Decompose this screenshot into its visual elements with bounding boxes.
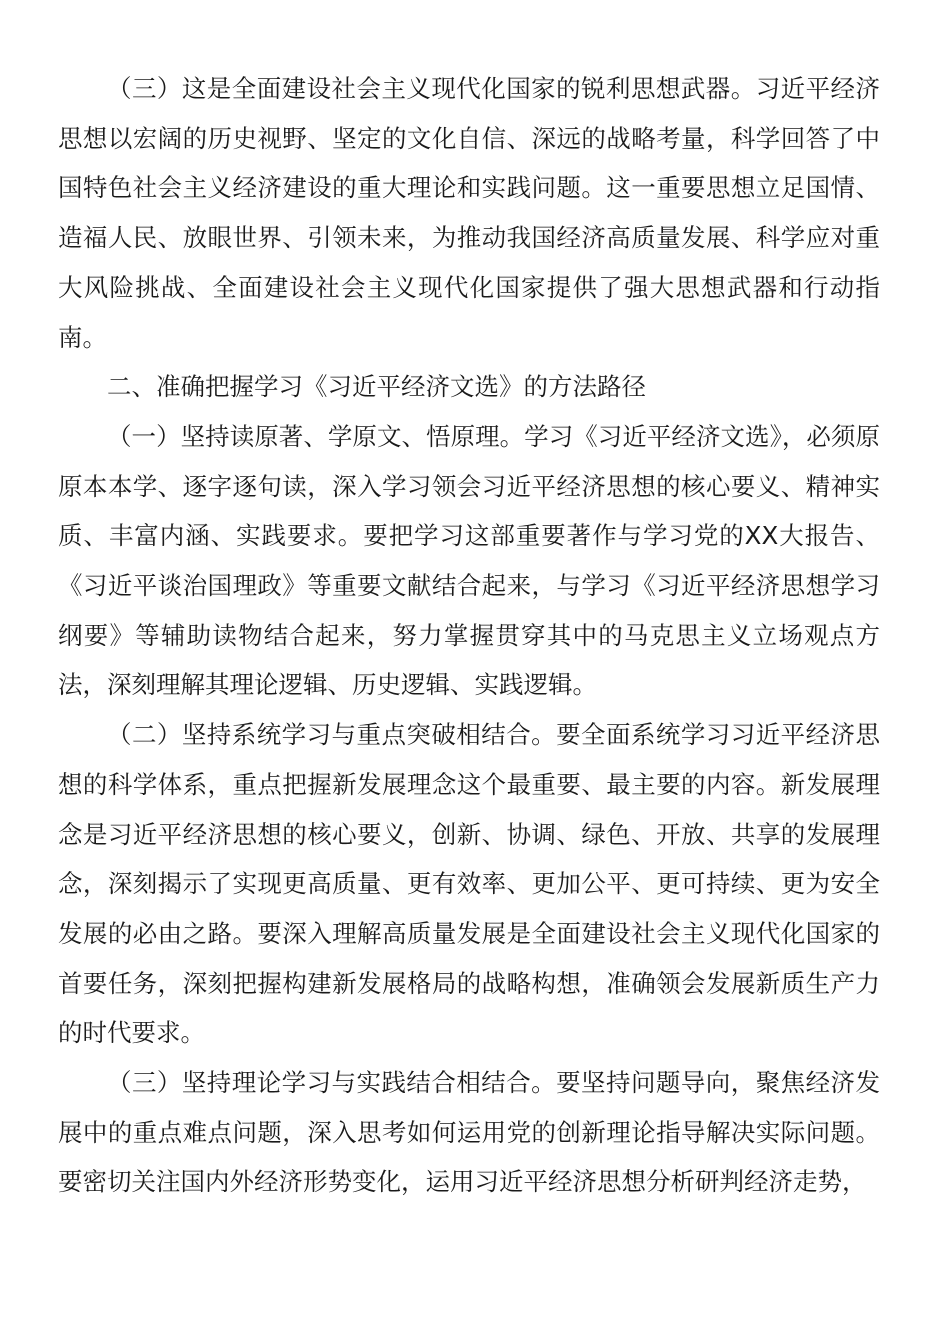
- paragraph-systematic-study: （二）坚持系统学习与重点突破相结合。要全面系统学习习近平经济思想的科学体系，重点把握新发展理念这个最重要、最主要的内容。新发展理念是习近平经济思想的核心要义，创新、协调、绿色、开放、共享的发展理念，深刻揭示了实现更高质量、更有效率、更加公平、更可持续、更为安全发展的必由之路。要深入理解高质量发展是全面建设社会主义现代化国家的首要任务，深刻把握构建新发展格局的战略构想，准确领会发展新质生产力的时代要求。: [58, 720, 880, 1048]
- paragraph-weapon: （三）这是全面建设社会主义现代化国家的锐利思想武器。习近平经济思想以宏阔的历史视野、坚定的文化自信、深远的战略考量，科学回答了中国特色社会主义经济建设的重大理论和实践问题。这一重要思想立足国情、造福人民、放眼世界、引领未来，为推动我国经济高质量发展、科学应对重大风险挑战、全面建设社会主义现代化国家提供了强大思想武器和行动指南。: [58, 74, 880, 352]
- section-heading-method: 二、准确把握学习《习近平经济文选》的方法路径: [107, 372, 646, 402]
- paragraph-theory-practice: （三）坚持理论学习与实践结合相结合。要坚持问题导向，聚焦经济发展中的重点难点问题，深入思考如何运用党的创新理论指导解决实际问题。要密切关注国内外经济形势变化，运用习近平经济思想分析研判经济走势，: [58, 1068, 880, 1197]
- document-page: [58, 64, 880, 1207]
- paragraph-read-originals: （一）坚持读原著、学原文、悟原理。学习《习近平经济文选》，必须原原本本学、逐字逐句读，深入学习领会习近平经济思想的核心要义、精神实质、丰富内涵、实践要求。要把学习这部重要著作与学习党的XX大报告、《习近平谈治国理政》等重要文献结合起来，与学习《习近平经济思想学习纲要》等辅助读物结合起来，努力掌握贯穿其中的马克思主义立场观点方法，深刻理解其理论逻辑、历史逻辑、实践逻辑。: [58, 421, 880, 700]
